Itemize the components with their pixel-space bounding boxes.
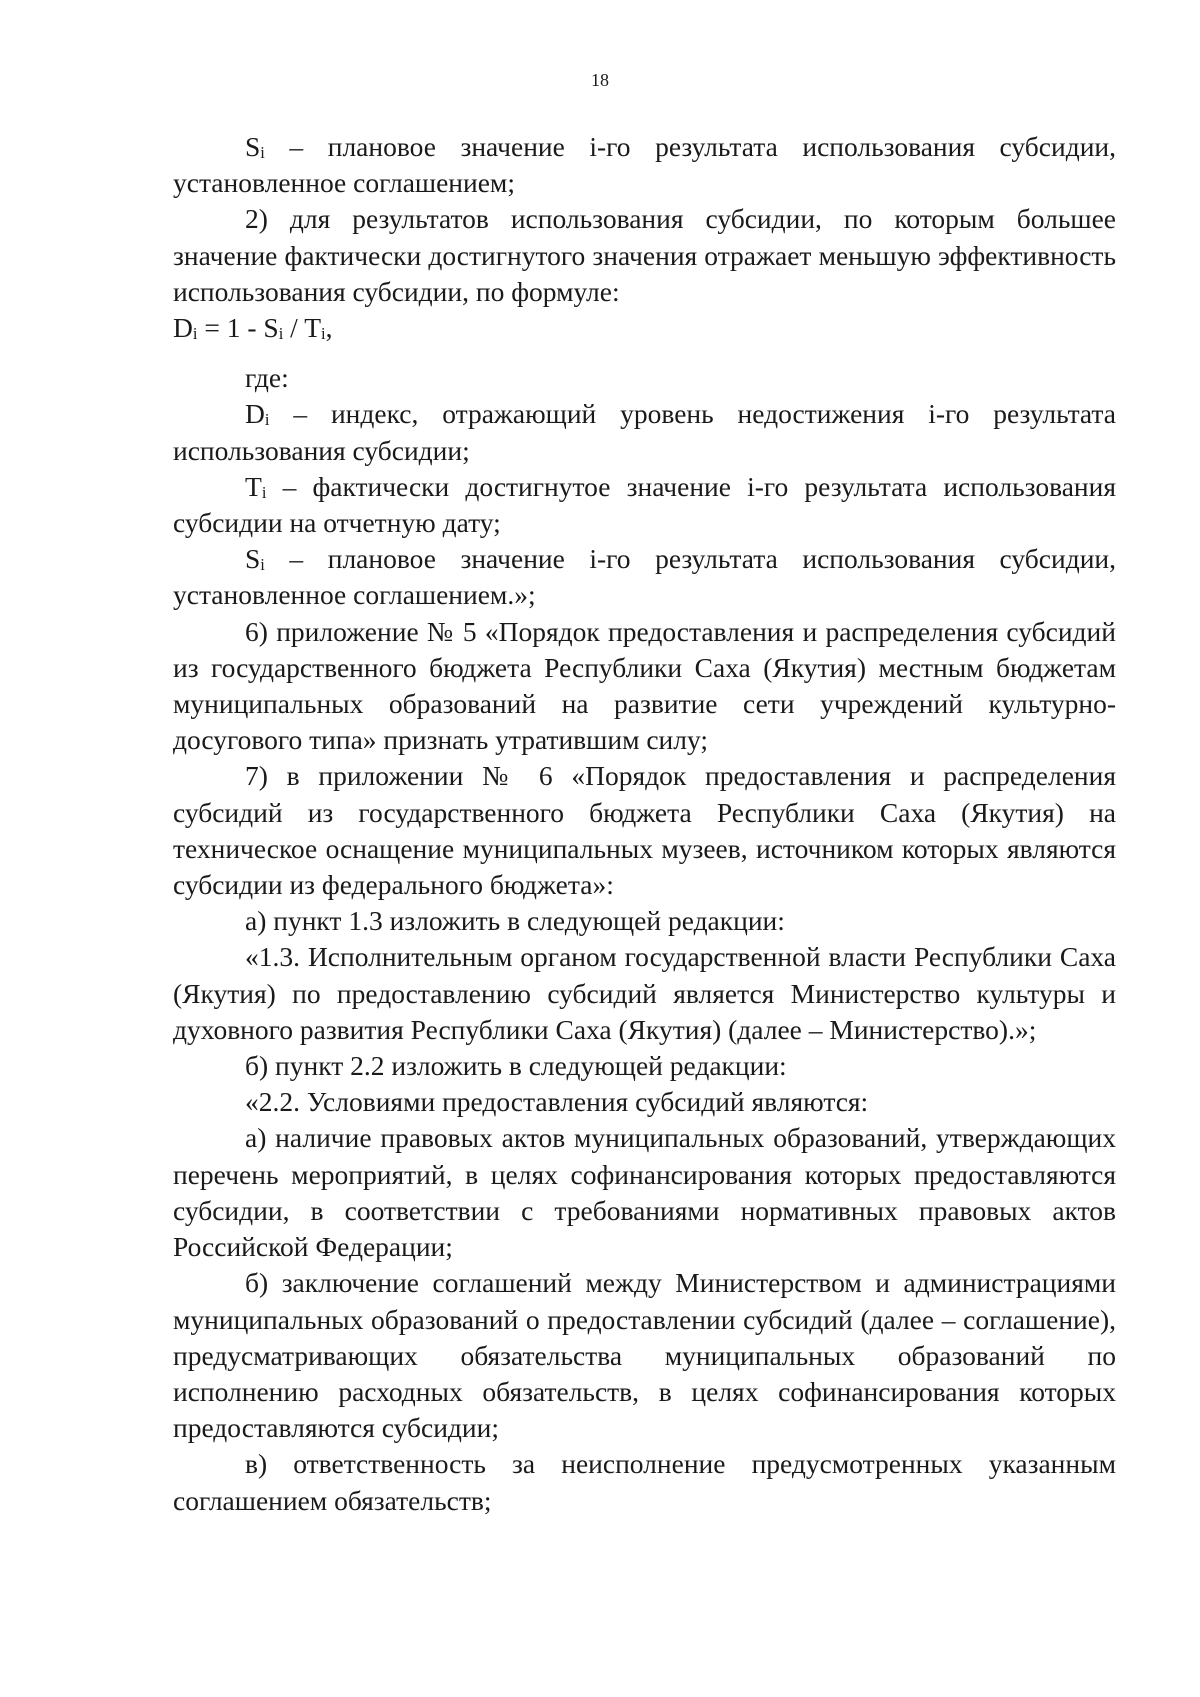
paragraph-si-definition [173,129,1116,201]
symbol: D [245,398,265,430]
paragraph-text: – индекс, отражающий уровень недостижения i-го результата использования субсидии; [173,398,1116,466]
paragraph-item-2: 2) для результатов использования субсидии, по которым большее значение фактически достигнутого значения отражает меньшую эффективность использования субсидии, по формуле: [173,203,1116,307]
symbol: T [245,470,262,502]
paragraph-item-6: 6) приложение № 5 «Порядок предоставления и распределения субсидий из государственного бюджета Республики Саха (Якутия) местным бюджетам муниципальных образований на развитие сети учреждений культурно-досугового типа» признать утратившим силу; [173,615,1116,756]
paragraph-ti-definition [173,469,1116,541]
formula-d-subscript: i [192,324,198,344]
formula-end: , [325,312,333,344]
paragraph-item-7: 7) в приложении № 6 «Порядок предоставления и распределения субсидий из государственного бюджета Республики Саха (Якутия) на техническое оснащение муниципальных музеев, источником которых являются субсидии из федерального бюджета»: [173,760,1116,901]
paragraph-text: – плановое значение i-го результата использования субсидии, установленное соглашением; [173,131,1116,199]
document-body [173,129,1116,1519]
paragraph-clause-2-2: «2.2. Условиями предоставления субсидий являются: [245,1086,869,1118]
formula-t-subscript: i [321,324,326,344]
formula-t: T [304,312,321,344]
formula-s-subscript: i [278,324,284,344]
page-number: 18 [591,70,609,90]
paragraph-di-definition [173,396,1116,468]
formula [173,310,1116,346]
paragraph-si-definition-2 [173,541,1116,613]
symbol-subscript: i [260,555,265,575]
paragraph-condition-a: а) наличие правовых актов муниципальных образований, утверждающих перечень мероприятий, в целях софинансирования которых предоставляются субсидии, в соответствии с требованиями нормативных правовых актов Российской Федерации; [173,1122,1116,1263]
paragraph-clause-1-3: «1.3. Исполнительным органом государственной власти Республики Саха (Якутия) по предоставлению субсидий является Министерство культуры и духовного развития Республики Саха (Якутия) (далее – Министерство).»; [173,941,1116,1045]
formula-equals: = 1 - [197,312,264,344]
paragraph-where: где: [245,362,289,394]
symbol-subscript: i [260,143,265,162]
paragraph-condition-c: в) ответственность за неисполнение предусмотренных указанным соглашением обязательств; [173,1448,1116,1516]
symbol-subscript: i [261,482,267,502]
symbol-subscript: i [264,410,270,430]
formula-divide: / [283,312,305,344]
paragraph-condition-b: б) заключение соглашений между Министерством и администрациями муниципальных образований о предоставлении субсидий (далее – соглашение), предусматривающих обязательства муниципальных образований по исполнению расходных обязательств, в целях софинансирования которых предоставляются субсидии; [173,1267,1116,1444]
formula-d: D [173,312,193,344]
paragraph-text: – плановое значение i-го результата использования субсидии, установленное соглашением.»; [173,543,1116,611]
symbol: S [245,543,261,575]
formula-s: S [263,312,279,344]
paragraph-subitem-a: а) пункт 1.3 изложить в следующей редакции: [245,905,785,937]
symbol: S [245,131,261,162]
paragraph-subitem-b: б) пункт 2.2 изложить в следующей редакции: [245,1050,787,1082]
paragraph-text: – фактически достигнутое значение i-го результата использования субсидии на отчетную дату; [173,470,1116,539]
